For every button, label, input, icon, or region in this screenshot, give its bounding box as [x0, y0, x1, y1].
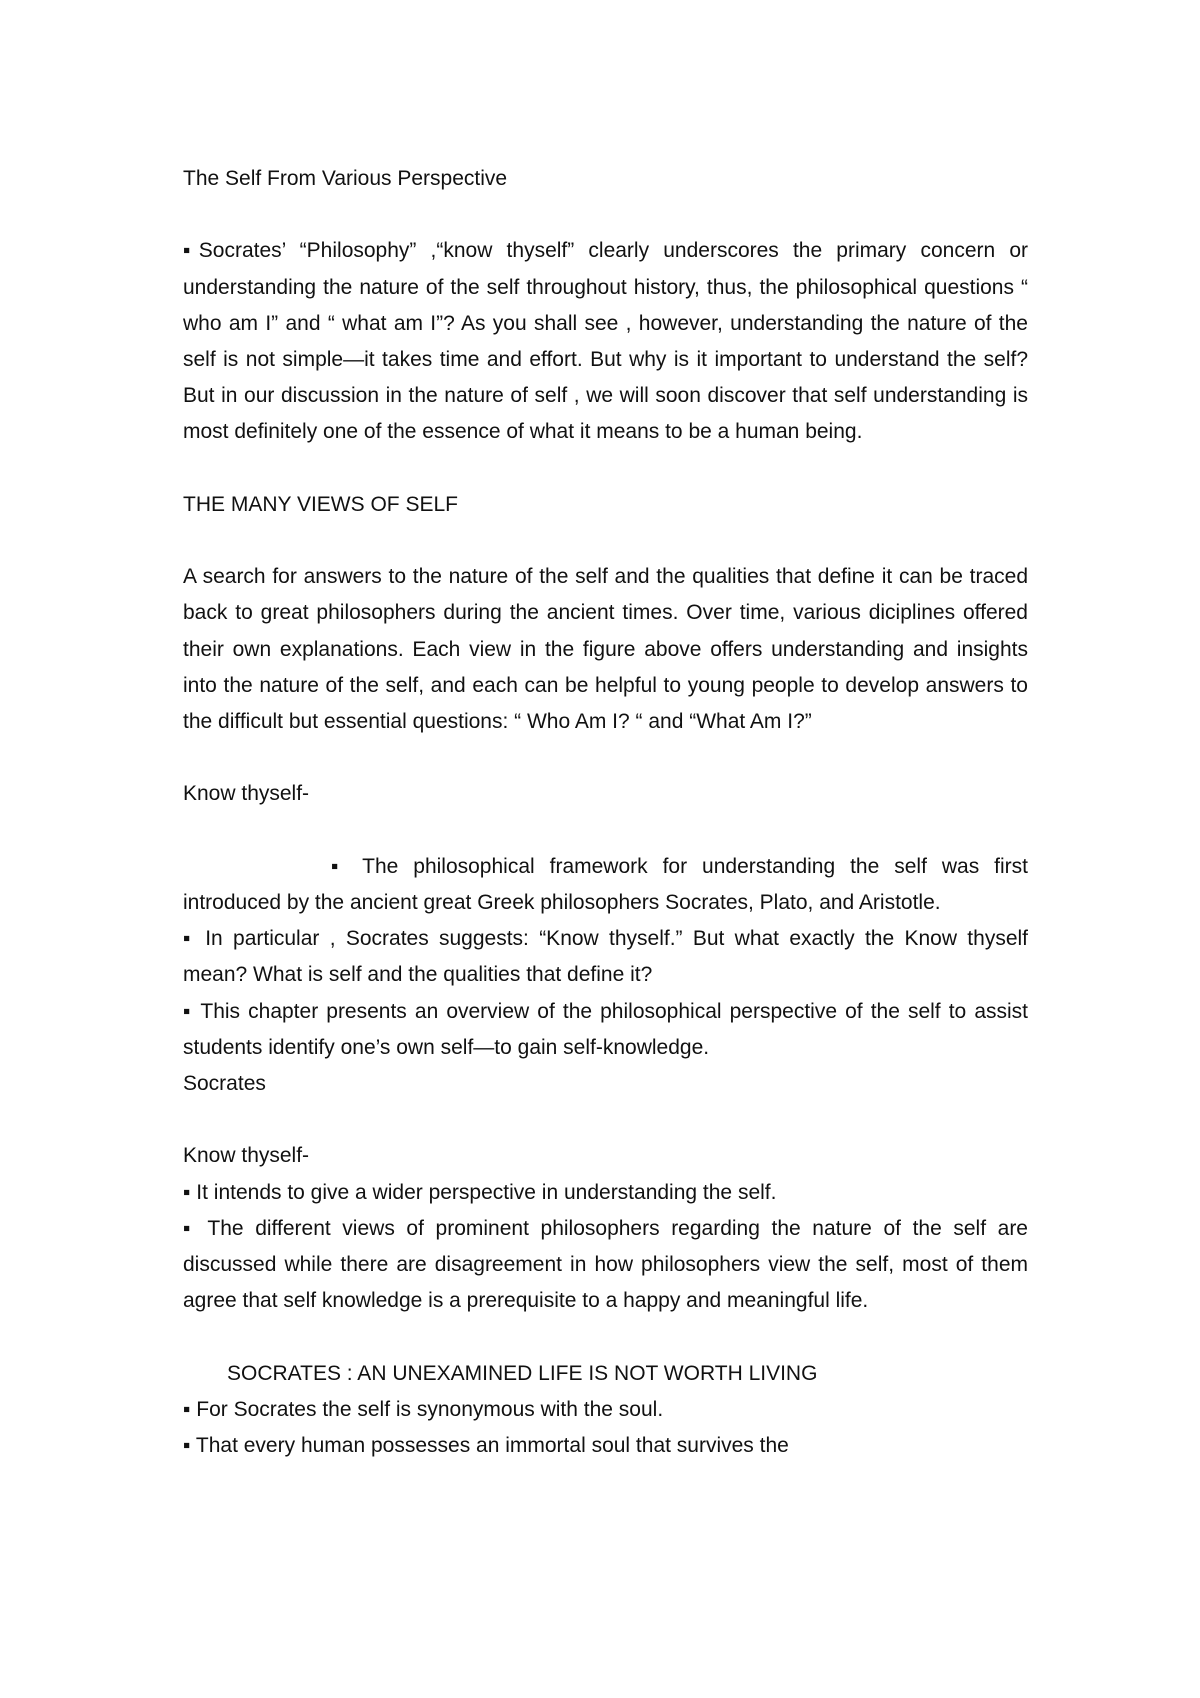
many-views-paragraph: A search for answers to the nature of the self and the qualities that define it can be traced back to great philosophers during the ancient times. Over time, various diciplines offered their own explanations. Each view in the figure above offers understanding and insights into the nature of the self, and each can be helpful to young people to develop answers to the difficult but essential questions: “ Who Am I? “ and “What Am I?”	[183, 565, 1028, 733]
socrates-heading: SOCRATES : AN UNEXAMINED LIFE IS NOT WORTH LIVING	[227, 1361, 818, 1385]
spacer	[183, 1319, 1028, 1355]
bullet-item: ▪ That every human possesses an immortal soul that survives the	[183, 1434, 789, 1457]
bullet-item: ▪ The different views of prominent philosophers regarding the nature of the self are discussed while there are disagreement in how philosophers view the self, most of them agree that self knowledge is a prerequisite to a happy and meaningful life.	[183, 1216, 1028, 1313]
bullet-item: ▪ This chapter presents an overview of the philosophical perspective of the self to assist students identify one’s own self—to gain self-knowledge.	[183, 999, 1028, 1059]
spacer	[183, 740, 1028, 776]
spacer	[183, 451, 1028, 487]
know-thyself-label: Know thyself-	[183, 1144, 310, 1168]
spacer	[183, 813, 1028, 849]
spacer	[183, 523, 1028, 559]
spacer	[183, 197, 1028, 233]
know-thyself-label: Know thyself-	[183, 782, 310, 806]
many-views-heading: THE MANY VIEWS OF SELF	[183, 492, 458, 516]
bullet-item: ▪ It intends to give a wider perspective in understanding the self.	[183, 1180, 777, 1204]
bullet-item: ▪ The philosophical framework for understanding the self was first introduced by the ancient great Greek philosophers Socrates, Plato, and Aristotle.	[183, 854, 1028, 914]
document-body	[183, 161, 1028, 1464]
spacer	[183, 1102, 1028, 1138]
bullet-item: ▪ For Socrates the self is synonymous with the soul.	[183, 1397, 664, 1421]
bullet-item: ▪ In particular , Socrates suggests: “Know thyself.” But what exactly the Know thyself mean? What is self and the qualities that define it?	[183, 927, 1028, 987]
socrates-label: Socrates	[183, 1072, 266, 1095]
document-title: The Self From Various Perspective	[183, 167, 508, 190]
intro-paragraph: ▪Socrates’ “Philosophy” ,“know thyself” clearly underscores the primary concern or understanding the nature of the self throughout history, thus, the philosophical questions “ who am I” and “ what am I”? As you shall see , however, understanding the nature of the self is not simple—it takes time and effort. But why is it important to understand the self? But in our discussion in the nature of self , we will soon discover that self understanding is most definitely one of the essence of what it means to be a human being.	[183, 239, 1028, 444]
